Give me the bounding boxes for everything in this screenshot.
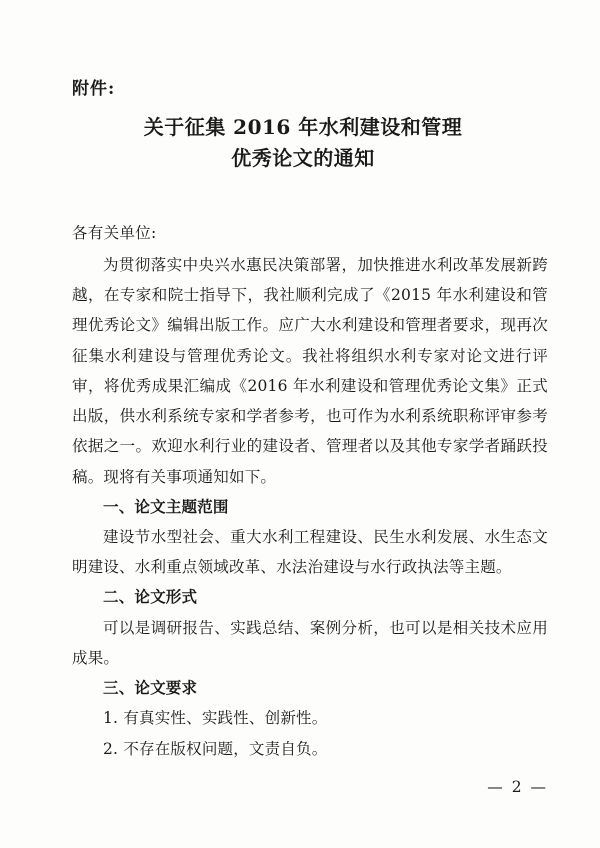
section-heading-1: 一、论文主题范围 [103, 496, 229, 516]
attachment-label: 附件: [72, 79, 116, 99]
page-title-line-1: 关于征集 2016 年水利建设和管理 [143, 114, 463, 139]
page-title [72, 112, 548, 174]
section-heading-3: 三、论文要求 [103, 678, 198, 698]
section-3-paragraph-2: 2. 不存在版权问题，文责自负。 [103, 739, 328, 758]
section-1-paragraph-1: 建设节水型社会、重大水利工程建设、民生水利发展、水生态文明建设、水利重点领域改革、水法治建设与水行政执法等主题。 [72, 527, 548, 577]
section-3-paragraph-1: 1. 有真实性、实践性、创新性。 [103, 709, 328, 728]
salutation: 各有关单位: [72, 223, 157, 242]
section-2-paragraph-1: 可以是调研报告、实践总结、案例分析，也可以是相关技术应用成果。 [72, 618, 548, 667]
intro-paragraph: 为贯彻落实中央兴水惠民决策部署，加快推进水利改革发展新跨越，在专家和院士指导下，我社顺利完成了《2015 年水利建设和管理优秀论文》编辑出版工作。应广大水利建设和管理者要求，现再次征集水利建设与管理优秀论文。我社将组织水利专家对论文进行评审，将优秀成果汇编成《2016 年水利建设和管理优秀论文集》正式出版，供水利系统专家和学者参考，也可作为水利系统职称评审参考依据之一。欢迎水利行业的建设者、管理者以及其他专家学者踊跃投稿。现将有关事项通知如下。 [72, 256, 548, 486]
page-number: — 2 — [487, 778, 548, 796]
page-title-line-2: 优秀论文的通知 [231, 145, 375, 170]
section-heading-2: 二、论文形式 [103, 587, 198, 607]
title-body-spacer [72, 180, 548, 218]
